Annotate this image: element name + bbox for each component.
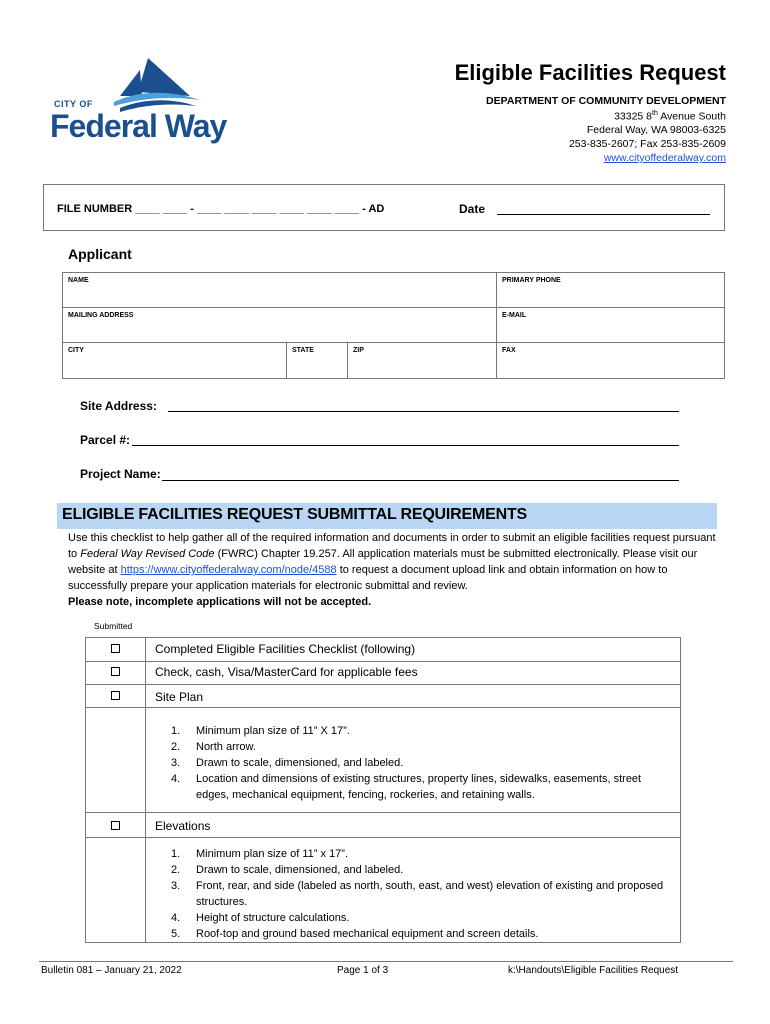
applicant-heading: Applicant	[68, 246, 132, 262]
list-item: 2. Drawn to scale, dimensioned, and labeled.	[171, 864, 404, 876]
intro-text-3: to request a document upload link and obtain information on how to successfully prepare your application materials for electronic submittal and review.	[68, 564, 668, 592]
table-column-divider	[145, 637, 146, 943]
table-row-divider	[85, 684, 681, 685]
address-city-state: Federal Way, WA 98003-6325	[586, 124, 726, 136]
item-label-elevations: Elevations	[155, 819, 211, 833]
upload-info-link[interactable]: https://www.cityoffederalway.com/node/4588	[120, 564, 337, 576]
address-street: 33325 8th Avenue South	[614, 110, 726, 123]
fax-field[interactable]	[496, 342, 725, 379]
list-item: 1. Minimum plan size of 11” X 17”.	[171, 725, 350, 737]
zip-field[interactable]	[347, 342, 497, 379]
site-address-input-line[interactable]	[168, 411, 679, 412]
city-label: CITY	[68, 347, 84, 354]
footer-page-number: Page 1 of 3	[337, 965, 389, 976]
incomplete-note: Please note, incomplete applications will not be accepted.	[68, 596, 372, 608]
checkbox-checklist[interactable]	[111, 644, 120, 653]
footer-file-path: k:\Handouts\Eligible Facilities Request	[508, 965, 679, 976]
checkbox-elevations[interactable]	[111, 821, 120, 830]
footer-divider	[39, 961, 733, 962]
list-item: 1. Minimum plan size of 11” x 17”.	[171, 848, 349, 860]
fax-label: FAX	[502, 347, 516, 354]
list-item: 5. Roof-top and ground based mechanical equipment and screen details.	[171, 928, 539, 940]
footer-bulletin: Bulletin 081 – January 21, 2022	[41, 965, 182, 976]
list-item: 3. Drawn to scale, dimensioned, and labeled.	[171, 757, 404, 769]
primary-phone-field[interactable]	[496, 272, 725, 308]
email-label: E-MAIL	[502, 312, 527, 319]
intro-code-name: Federal Way Revised Code	[80, 548, 215, 560]
requirements-heading: ELIGIBLE FACILITIES REQUEST SUBMITTAL REQUIREMENTS	[62, 506, 527, 523]
mailing-address-label: MAILING ADDRESS	[68, 312, 134, 319]
form-title: Eligible Facilities Request	[454, 60, 726, 85]
state-field[interactable]	[286, 342, 348, 379]
checkbox-site-plan[interactable]	[111, 691, 120, 700]
parcel-label: Parcel #:	[80, 433, 131, 447]
site-address-label: Site Address:	[80, 399, 157, 413]
primary-phone-label: PRIMARY PHONE	[502, 277, 561, 284]
name-field[interactable]	[62, 272, 497, 308]
state-label: STATE	[292, 347, 314, 354]
name-label: NAME	[68, 277, 89, 284]
table-row-divider	[85, 707, 681, 708]
date-label: Date	[459, 202, 486, 216]
requirements-intro	[68, 530, 718, 610]
mailing-address-field[interactable]	[62, 307, 497, 343]
list-item: 2. North arrow.	[171, 741, 256, 753]
item-label-fees: Check, cash, Visa/MasterCard for applicable fees	[155, 665, 418, 679]
list-item: 4. Location and dimensions of existing structures, property lines, sidewalks, easements, street edges, mechanical equipment, fencing, rockeries, and retaining walls.	[171, 773, 642, 801]
city-field[interactable]	[62, 342, 287, 379]
list-item: 4. Height of structure calculations.	[171, 912, 350, 924]
table-row-divider	[85, 812, 681, 813]
email-field[interactable]	[496, 307, 725, 343]
department-name: DEPARTMENT OF COMMUNITY DEVELOPMENT	[486, 95, 726, 107]
table-row-divider	[85, 661, 681, 662]
site-plan-sublist	[171, 723, 671, 803]
elevations-sublist	[171, 846, 671, 942]
checkbox-fees[interactable]	[111, 667, 120, 676]
file-number-field[interactable]: FILE NUMBER ____ ____ - ____ ____ ____ ____ ____ ____ - AD	[57, 203, 385, 215]
list-item: 3. Front, rear, and side (labeled as north, south, east, and west) elevation of existing and proposed structures.	[171, 880, 664, 908]
address-phone-fax: 253-835-2607; Fax 253-835-2609	[568, 138, 726, 150]
logo-city-name-text: Federal Way	[50, 108, 227, 144]
intro-text-2: (FWRC) Chapter 19.257. All application materials must be submitted electronically. Please visit our website at	[68, 548, 698, 576]
logo-city-of-text: CITY OF	[54, 99, 93, 109]
project-name-input-line[interactable]	[162, 480, 679, 481]
parcel-input-line[interactable]	[132, 445, 679, 446]
project-name-label: Project Name:	[80, 467, 161, 481]
intro-text-1: Use this checklist to help gather all of the required information and documents in order to submit an eligible facilities request pursuant to	[68, 532, 716, 560]
website-link[interactable]: www.cityoffederalway.com	[603, 152, 726, 164]
date-input-line[interactable]	[497, 214, 710, 215]
zip-label: ZIP	[353, 347, 364, 354]
item-label-checklist: Completed Eligible Facilities Checklist (following)	[155, 642, 416, 656]
submitted-column-label: Submitted	[94, 621, 133, 631]
table-row-divider	[85, 837, 681, 838]
item-label-site-plan: Site Plan	[155, 690, 204, 704]
